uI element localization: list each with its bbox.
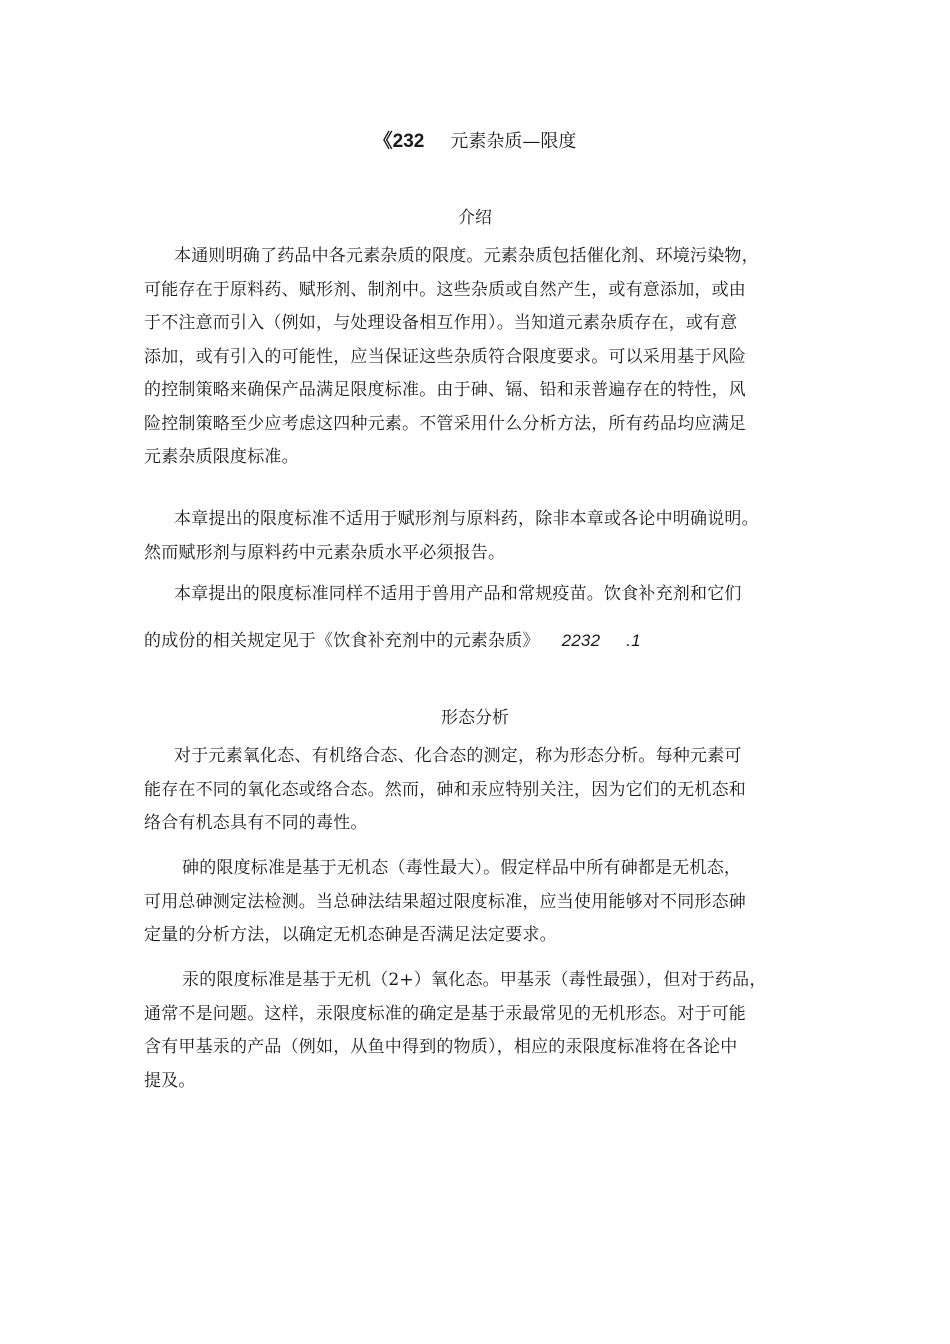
text-line: 本章提出的限度标准同样不适用于兽用产品和常规疫苗。饮食补充剂和它们	[174, 584, 742, 604]
text-line: 可用总砷测定法检测。当总砷法结果超过限度标准，应当使用能够对不同形态砷	[144, 891, 746, 912]
text-line	[144, 624, 812, 658]
speciation-paragraph-1	[144, 740, 812, 841]
text-line: 本通则明确了药品中各元素杂质的限度。元素杂质包括催化剂、环境污染物，	[174, 246, 759, 266]
text-line: 于不注意而引入（例如，与处理设备相互作用）。当知道元素杂质存在，或有意	[144, 313, 738, 333]
text-line: 添加，或有引入的可能性，应当保证这些杂质符合限度要求。可以采用基于风险	[144, 346, 746, 367]
text-line: 含有甲基汞的产品（例如，从鱼中得到的物质），相应的汞限度标准将在各论中	[144, 1037, 738, 1057]
text-line: 然而赋形剂与原料药中元素杂质水平必须报告。	[144, 542, 506, 563]
text-line: 能存在不同的氧化态或络合态。然而，砷和汞应特别关注，因为它们的无机态和	[144, 779, 746, 800]
text-line: 定量的分析方法，以确定无机态砷是否满足法定要求。	[144, 925, 557, 945]
section-heading-speciation: 形态分析	[441, 708, 509, 728]
speciation-paragraph-3	[144, 964, 812, 1098]
speciation-paragraph-2	[144, 852, 812, 953]
intro-paragraph-2	[144, 503, 812, 570]
text-line: 络合有机态具有不同的毒性。	[144, 813, 368, 833]
text-line-body: 的成份的相关规定见于《饮食补充剂中的元素杂质》	[144, 631, 540, 651]
text-line: 元素杂质限度标准。	[144, 447, 299, 467]
text-line: 对于元素氧化态、有机络合态、化合态的测定，称为形态分析。每种元素可	[174, 746, 742, 766]
section-heading-intro: 介绍	[458, 208, 492, 228]
reference-suffix: .1	[626, 631, 641, 650]
chapter-title-text: 元素杂质—限度	[450, 131, 577, 152]
text-line: 险控制策略至少应考虑这四种元素。不管采用什么分析方法，所有药品均应满足	[144, 413, 746, 434]
reference-number: 2232	[561, 631, 601, 650]
chapter-number: 《232	[373, 131, 425, 152]
chapter-title	[0, 128, 950, 156]
intro-paragraph-1	[144, 240, 812, 475]
text-line: 汞的限度标准是基于无机（2+）氧化态。甲基汞（毒性最强），但对于药品，	[182, 970, 767, 990]
intro-paragraph-3	[144, 578, 812, 612]
intro-paragraph-3-cont	[144, 624, 812, 658]
text-line: 的控制策略来确保产品满足限度标准。由于砷、镉、铅和汞普遍存在的特性，风	[144, 380, 746, 400]
text-line: 通常不是问题。这样，汞限度标准的确定是基于汞最常见的无机形态。对于可能	[144, 1003, 746, 1024]
text-line: 砷的限度标准是基于无机态（毒性最大）。假定样品中所有砷都是无机态，	[182, 858, 742, 878]
text-line: 本章提出的限度标准不适用于赋形剂与原料药，除非本章或各论中明确说明。	[174, 509, 759, 529]
text-line: 提及。	[144, 1070, 196, 1091]
text-line: 可能存在于原料药、赋形剂、制剂中。这些杂质或自然产生，或有意添加，或由	[144, 279, 746, 300]
